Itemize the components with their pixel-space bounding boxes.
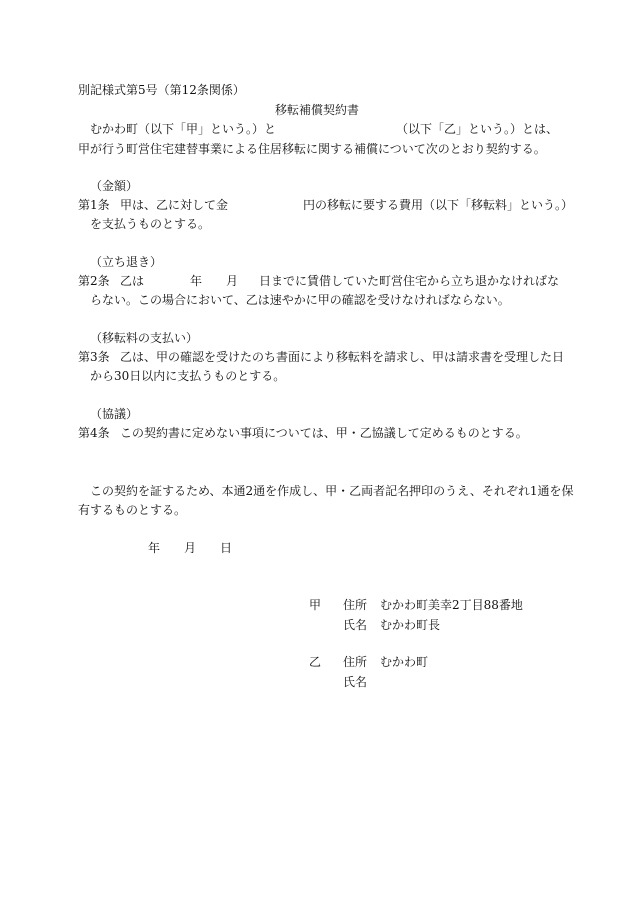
party-b-address: むかわ町	[380, 655, 429, 669]
article1-line2: を支払うものとする。	[90, 217, 211, 231]
article2-line1-b: 日までに賃借していた町営住宅から立ち退かなければな	[259, 274, 560, 288]
article4-heading: （協議）	[90, 407, 139, 421]
article2-line2: らない。この場合において、乙は速やかに甲の確認を受けなければならない。	[90, 293, 510, 307]
party-b-label: 乙	[309, 655, 322, 669]
party-b-name-label: 氏名	[343, 675, 368, 689]
article1-line1-b: 円の移転に要する費用（以下「移転料」という。）	[303, 198, 574, 212]
closing-line1: この契約を証するため、本通2通を作成し、甲・乙両者記名押印のうえ、それぞれ1通を保	[90, 484, 574, 498]
date-year: 年	[148, 541, 161, 555]
article1-number: 第1条	[78, 198, 110, 212]
article2-line1-a: 乙は	[120, 274, 145, 288]
party-a-name: むかわ町長	[380, 618, 441, 632]
article2-heading: （立ち退き）	[90, 255, 163, 269]
article4-number: 第4条	[78, 426, 110, 440]
intro-line1-b: （以下「乙」という。）とは、	[396, 122, 559, 136]
article1-heading: （金額）	[90, 179, 139, 193]
article2-number: 第2条	[78, 274, 110, 288]
article1-line1-a: 甲は、乙に対して金	[120, 198, 229, 212]
article4-line1: この契約書に定めない事項については、甲・乙協議して定めるものとする。	[120, 426, 528, 440]
date-month: 月	[184, 541, 197, 555]
form-number: 別記様式第5号（第12条関係）	[78, 83, 245, 97]
party-a-address: むかわ町美幸2丁目88番地	[380, 598, 523, 612]
article3-heading: （移転料の支払い）	[90, 331, 199, 345]
party-a-label: 甲	[309, 598, 322, 612]
party-a-name-label: 氏名	[343, 618, 368, 632]
party-b-address-label: 住所	[343, 655, 368, 669]
article2-month: 月	[226, 274, 239, 288]
article3-number: 第3条	[78, 350, 110, 364]
intro-line2: 甲が行う町営住宅建替事業による住居移転に関する補償について次のとおり契約する。	[78, 142, 546, 156]
closing-line2: 有するものとする。	[78, 503, 187, 517]
article2-year: 年	[190, 274, 203, 288]
party-a-address-label: 住所	[343, 598, 368, 612]
date-day: 日	[220, 541, 233, 555]
intro-line1-a: むかわ町（以下「甲」という。）と	[90, 122, 277, 136]
article3-line1: 乙は、甲の確認を受けたのち書面により移転料を請求し、甲は請求書を受理した日	[120, 350, 565, 364]
article3-line2: から30日以内に支払うものとする。	[90, 369, 286, 383]
document-title: 移転補償契約書	[275, 103, 360, 117]
